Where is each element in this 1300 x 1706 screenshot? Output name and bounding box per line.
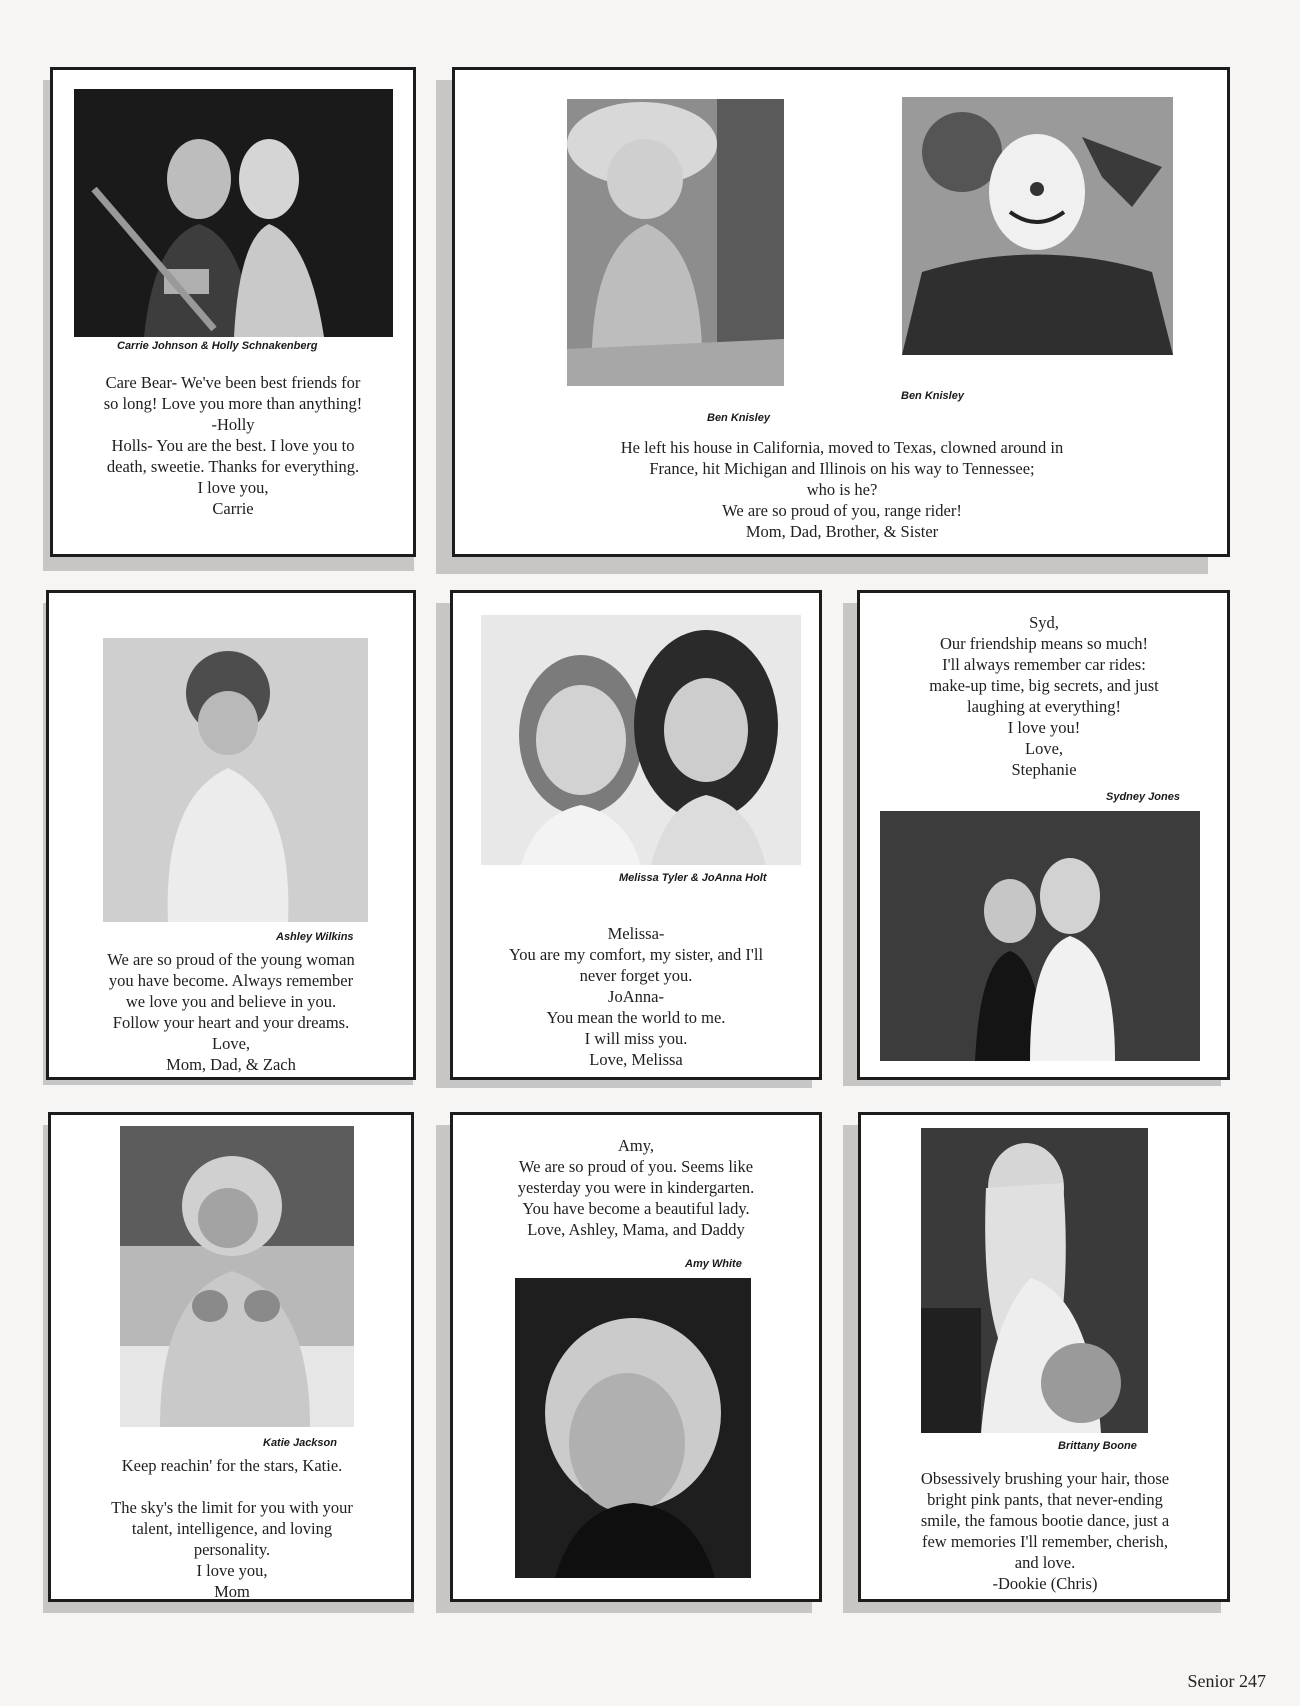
message-carrie-holly: Care Bear- We've been best friends for so long! Love you more than anything! -Holly Holls- You are the best. I love you to death, sweetie. Thanks for everything. I love you, Carrie (103, 373, 363, 518)
caption-ben-right: Ben Knisley (901, 390, 964, 402)
ad-card-katie-jackson (48, 1112, 414, 1602)
photo-ben-clown (902, 97, 1173, 355)
photo-amy (515, 1278, 751, 1578)
photo-katie (120, 1126, 354, 1427)
ad-card-brittany-boone (858, 1112, 1230, 1602)
message-katie: Keep reachin' for the stars, Katie. The sky's the limit for you with your talent, intelligence, and loving personality. I love you, Mom (111, 1456, 353, 1601)
message-brittany: Obsessively brushing your hair, those bright pink pants, that never-ending smile, the famous bootie dance, just a few memories I'll remember, cherish, and love. -Dookie (Chris) (920, 1469, 1170, 1593)
ad-card-melissa-joanna (450, 590, 822, 1080)
photo-brittany (921, 1128, 1148, 1433)
ad-card-sydney-jones (857, 590, 1230, 1080)
photo-ben-cowboy (567, 99, 784, 386)
photo-carrie-holly (74, 89, 393, 337)
caption-sydney: Sydney Jones (1106, 791, 1180, 803)
ad-card-carrie-holly (50, 67, 416, 557)
page-number: Senior 247 (1187, 1671, 1266, 1691)
message-ben: He left his house in California, moved to Texas, clowned around in France, hit Michigan and Illinois on his way to Tennessee; who is he? We are so proud of you, range rider! Mom, Dad, Brother, & Sister (620, 438, 1064, 541)
caption-carrie-holly: Carrie Johnson & Holly Schnakenberg (117, 340, 318, 352)
message-ashley: We are so proud of the young woman you have become. Always remember we love you and believe in you. Follow your heart and your dreams. Love, Mom, Dad, & Zach (107, 950, 355, 1074)
caption-amy: Amy White (685, 1258, 742, 1270)
caption-brittany: Brittany Boone (1058, 1440, 1137, 1452)
photo-melissa-joanna (481, 615, 801, 865)
ad-card-ashley-wilkins (46, 590, 416, 1080)
caption-ashley: Ashley Wilkins (276, 931, 354, 943)
caption-ben-left: Ben Knisley (707, 412, 770, 424)
message-melissa-joanna: Melissa- You are my comfort, my sister, and I'll never forget you. JoAnna- You mean the world to me. I will miss you. Love, Melissa (508, 924, 764, 1069)
ad-card-amy-white (450, 1112, 822, 1602)
caption-katie: Katie Jackson (263, 1437, 337, 1449)
photo-ashley (103, 638, 368, 922)
caption-melissa-joanna: Melissa Tyler & JoAnna Holt (619, 872, 767, 884)
message-sydney: Syd, Our friendship means so much! I'll always remember car rides: make-up time, big secrets, and just laughing at everything! I love you! Love, Stephanie (929, 613, 1159, 779)
ad-card-ben-knisley (452, 67, 1230, 557)
photo-sydney-stephanie (880, 811, 1200, 1061)
message-amy: Amy, We are so proud of you. Seems like yesterday you were in kindergarten. You have become a beautiful lady. Love, Ashley, Mama, and Daddy (517, 1136, 755, 1239)
